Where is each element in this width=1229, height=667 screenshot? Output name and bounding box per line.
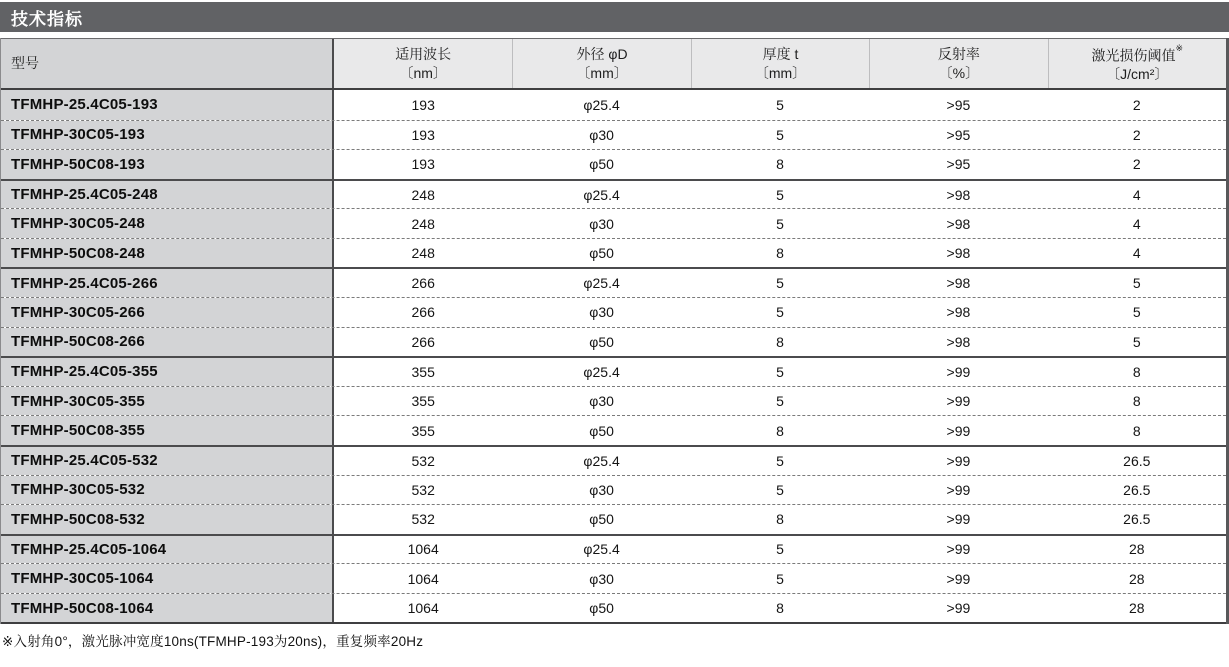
wavelength-cell: 1064 xyxy=(407,570,439,587)
column-header-label xyxy=(938,45,980,64)
table-row xyxy=(1,415,1226,445)
diameter-cell: φ50 xyxy=(589,156,614,173)
reflectivity-cell: >98 xyxy=(946,215,971,232)
damage-threshold-cell: 28 xyxy=(1129,570,1145,587)
damage-threshold-cell: 5 xyxy=(1132,275,1141,292)
diameter-cell: φ25.4 xyxy=(583,541,620,558)
wavelength-cell: 355 xyxy=(411,363,435,380)
diameter-cell: φ50 xyxy=(589,333,614,350)
damage-threshold-cell: 5 xyxy=(1132,333,1141,350)
diameter-cell: φ25.4 xyxy=(583,96,620,113)
table-row xyxy=(1,238,1226,268)
model-cell: TFMHP-50C08-532 xyxy=(1,505,334,534)
table-row xyxy=(1,445,1226,475)
thickness-cell: 5 xyxy=(776,570,784,587)
table-row xyxy=(1,534,1226,564)
model-cell: TFMHP-25.4C05-248 xyxy=(1,181,334,209)
model-cell: TFMHP-30C05-355 xyxy=(1,387,334,416)
column-header-damage-threshold xyxy=(1048,39,1226,88)
reflectivity-cell: >99 xyxy=(946,422,971,439)
column-header-label-text: 激光损伤阈值 xyxy=(1091,47,1176,64)
column-header-label-text: 厚度 t xyxy=(762,45,799,62)
column-header-label xyxy=(763,45,799,64)
diameter-cell: φ25.4 xyxy=(583,186,620,203)
wavelength-cell: 532 xyxy=(411,511,435,528)
model-cell: TFMHP-25.4C05-1064 xyxy=(1,536,334,564)
model-cell: TFMHP-30C05-193 xyxy=(1,121,334,150)
footnote-marker-icon: ※ xyxy=(1175,42,1184,53)
thickness-cell: 5 xyxy=(776,393,784,410)
wavelength-cell: 266 xyxy=(411,304,435,321)
reflectivity-cell: >99 xyxy=(946,481,971,498)
diameter-cell: φ50 xyxy=(589,600,614,617)
section-title-bar xyxy=(0,2,1229,32)
reflectivity-cell: >98 xyxy=(946,275,971,292)
column-header-unit: 〔J/cm²〕 xyxy=(1106,66,1169,83)
thickness-cell: 8 xyxy=(776,333,784,350)
diameter-cell: φ50 xyxy=(589,245,614,262)
damage-threshold-cell: 26.5 xyxy=(1123,452,1151,469)
model-cell: TFMHP-30C05-532 xyxy=(1,476,334,505)
wavelength-cell: 193 xyxy=(411,126,435,143)
diameter-cell: φ30 xyxy=(589,215,614,232)
wavelength-cell: 355 xyxy=(411,393,435,410)
damage-threshold-cell: 2 xyxy=(1132,156,1141,173)
thickness-cell: 8 xyxy=(776,511,784,528)
wavelength-cell: 1064 xyxy=(407,541,439,558)
footnote: ※入射角0°，激光脉冲宽度10ns(TFMHP-193为20ns)，重复频率20Hz xyxy=(2,634,424,649)
column-header-label-text: 外径 φD xyxy=(576,45,628,62)
diameter-cell: φ25.4 xyxy=(583,452,620,469)
model-cell: TFMHP-50C08-1064 xyxy=(1,594,334,623)
model-cell: TFMHP-30C05-266 xyxy=(1,298,334,327)
damage-threshold-cell: 8 xyxy=(1132,393,1141,410)
damage-threshold-cell: 28 xyxy=(1129,600,1145,617)
column-header-unit: 〔mm〕 xyxy=(576,64,628,81)
wavelength-cell: 355 xyxy=(411,422,435,439)
column-header-model xyxy=(1,39,334,88)
damage-threshold-cell: 8 xyxy=(1132,363,1141,380)
reflectivity-cell: >99 xyxy=(946,363,971,380)
reflectivity-cell: >99 xyxy=(946,541,971,558)
diameter-cell: φ50 xyxy=(589,422,614,439)
diameter-cell: φ25.4 xyxy=(583,363,620,380)
model-cell: TFMHP-30C05-248 xyxy=(1,209,334,238)
table-row xyxy=(1,149,1226,179)
model-cell: TFMHP-50C08-266 xyxy=(1,328,334,357)
table-row xyxy=(1,593,1226,623)
column-header-label xyxy=(395,45,451,64)
reflectivity-cell: >98 xyxy=(946,245,971,262)
reflectivity-cell: >95 xyxy=(946,96,971,113)
thickness-cell: 5 xyxy=(776,126,784,143)
reflectivity-cell: >98 xyxy=(946,333,971,350)
wavelength-cell: 248 xyxy=(411,245,435,262)
table-row xyxy=(1,327,1226,357)
wavelength-cell: 266 xyxy=(411,333,435,350)
thickness-cell: 5 xyxy=(776,215,784,232)
reflectivity-cell: >95 xyxy=(946,126,971,143)
table-row xyxy=(1,504,1226,534)
damage-threshold-cell: 2 xyxy=(1132,126,1141,143)
model-cell: TFMHP-25.4C05-193 xyxy=(1,90,334,120)
reflectivity-cell: >99 xyxy=(946,570,971,587)
column-header-diameter xyxy=(512,39,690,88)
table-row xyxy=(1,208,1226,238)
table-row xyxy=(1,475,1226,505)
thickness-cell: 5 xyxy=(776,186,784,203)
column-header-wavelength xyxy=(334,39,512,88)
table-row xyxy=(1,267,1226,297)
damage-threshold-cell: 4 xyxy=(1132,186,1141,203)
table-row xyxy=(1,120,1226,150)
column-header-label-text: 适用波长 xyxy=(395,45,452,62)
thickness-cell: 5 xyxy=(776,363,784,380)
thickness-cell: 8 xyxy=(776,245,784,262)
column-header-reflectivity xyxy=(869,39,1047,88)
thickness-cell: 5 xyxy=(776,481,784,498)
column-header-unit: 〔mm〕 xyxy=(754,64,807,81)
diameter-cell: φ30 xyxy=(589,481,614,498)
table-row xyxy=(1,90,1226,120)
damage-threshold-cell: 4 xyxy=(1132,245,1141,262)
thickness-cell: 5 xyxy=(776,452,784,469)
reflectivity-cell: >99 xyxy=(946,393,971,410)
table-row xyxy=(1,386,1226,416)
column-header-label xyxy=(577,45,628,64)
model-cell: TFMHP-50C08-248 xyxy=(1,239,334,268)
model-cell: TFMHP-25.4C05-532 xyxy=(1,447,334,475)
wavelength-cell: 532 xyxy=(411,452,435,469)
reflectivity-cell: >99 xyxy=(946,511,971,528)
reflectivity-cell: >98 xyxy=(946,304,971,321)
wavelength-cell: 193 xyxy=(411,156,435,173)
model-cell: TFMHP-30C05-1064 xyxy=(1,564,334,593)
damage-threshold-cell: 8 xyxy=(1132,422,1141,439)
table-row xyxy=(1,356,1226,386)
damage-threshold-cell: 28 xyxy=(1129,541,1145,558)
table-row xyxy=(1,297,1226,327)
diameter-cell: φ50 xyxy=(589,511,614,528)
model-cell: TFMHP-25.4C05-266 xyxy=(1,269,334,297)
wavelength-cell: 532 xyxy=(411,481,435,498)
thickness-cell: 5 xyxy=(776,275,784,292)
reflectivity-cell: >98 xyxy=(946,186,971,203)
damage-threshold-cell: 2 xyxy=(1132,96,1141,113)
table-header-row xyxy=(1,38,1226,90)
wavelength-cell: 1064 xyxy=(407,600,439,617)
damage-threshold-cell: 26.5 xyxy=(1123,481,1151,498)
column-header-model-label: 型号 xyxy=(11,55,39,71)
diameter-cell: φ30 xyxy=(589,570,614,587)
diameter-cell: φ25.4 xyxy=(583,275,620,292)
thickness-cell: 8 xyxy=(776,422,784,439)
wavelength-cell: 248 xyxy=(411,215,435,232)
table-body xyxy=(1,90,1226,624)
wavelength-cell: 193 xyxy=(411,96,435,113)
diameter-cell: φ30 xyxy=(589,304,614,321)
thickness-cell: 5 xyxy=(776,304,784,321)
column-header-label xyxy=(1092,43,1184,66)
column-header-unit: 〔%〕 xyxy=(938,64,980,81)
column-header-thickness xyxy=(691,39,869,88)
reflectivity-cell: >99 xyxy=(946,452,971,469)
model-cell: TFMHP-50C08-193 xyxy=(1,150,334,179)
model-cell: TFMHP-50C08-355 xyxy=(1,416,334,445)
reflectivity-cell: >99 xyxy=(946,600,971,617)
section-title: 技术指标 xyxy=(11,9,83,29)
model-cell: TFMHP-25.4C05-355 xyxy=(1,358,334,386)
reflectivity-cell: >95 xyxy=(946,156,971,173)
damage-threshold-cell: 26.5 xyxy=(1123,511,1151,528)
column-header-unit: 〔nm〕 xyxy=(399,64,447,81)
damage-threshold-cell: 4 xyxy=(1132,215,1141,232)
column-header-label-text: 反射率 xyxy=(937,45,980,62)
wavelength-cell: 248 xyxy=(411,186,435,203)
thickness-cell: 8 xyxy=(776,600,784,617)
table-row xyxy=(1,563,1226,593)
thickness-cell: 8 xyxy=(776,156,784,173)
table-row xyxy=(1,179,1226,209)
diameter-cell: φ30 xyxy=(589,126,614,143)
diameter-cell: φ30 xyxy=(589,393,614,410)
damage-threshold-cell: 5 xyxy=(1132,304,1141,321)
thickness-cell: 5 xyxy=(776,541,784,558)
wavelength-cell: 266 xyxy=(411,275,435,292)
spec-table xyxy=(0,38,1229,624)
thickness-cell: 5 xyxy=(776,96,784,113)
